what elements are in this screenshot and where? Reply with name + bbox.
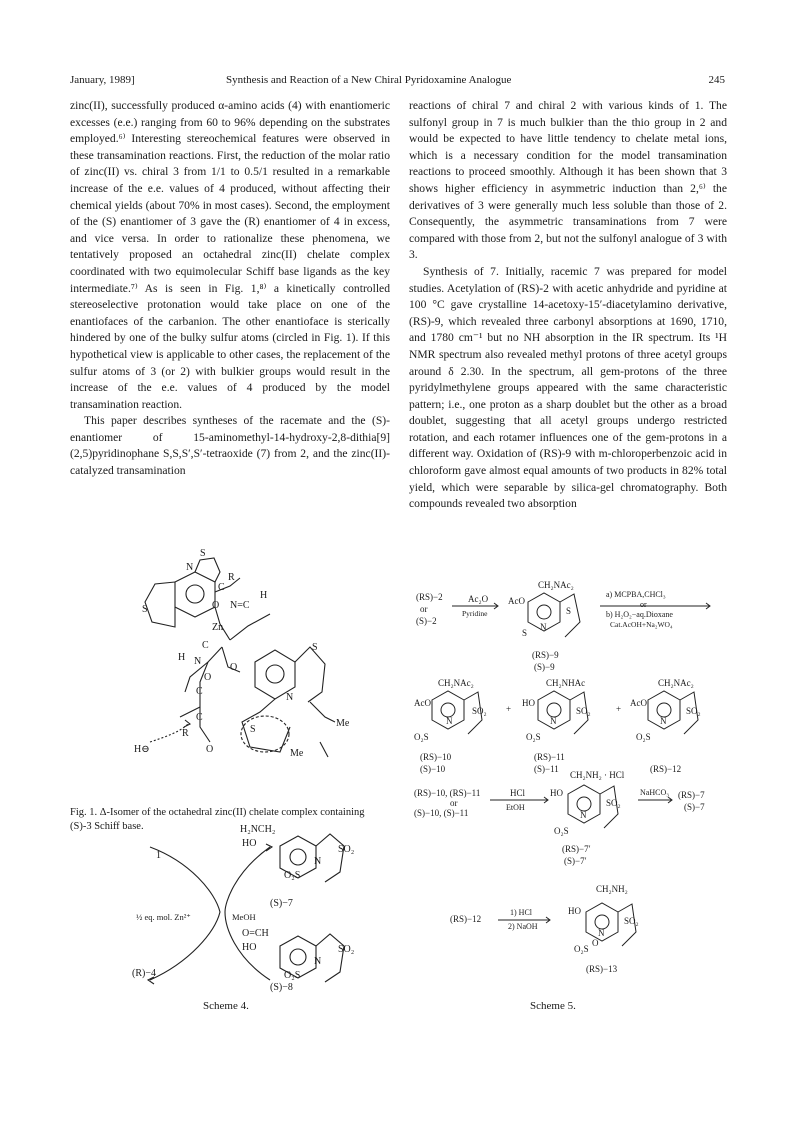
scheme5-label: EtOH xyxy=(506,803,525,812)
fig1-labels xyxy=(130,548,360,802)
header-page-number: 245 xyxy=(708,74,725,86)
scheme5-label: or xyxy=(640,600,647,609)
scheme5-label: (RS)−10, (RS)−11 xyxy=(414,788,481,798)
scheme5-label: AcO xyxy=(508,596,525,606)
fig1-atom-label: N xyxy=(286,692,294,703)
scheme5-label: N xyxy=(540,622,547,632)
fig1-atom-label: S xyxy=(250,724,256,735)
scheme4-label: O₂S xyxy=(284,870,301,881)
scheme5-label: CH₂NH₂ · HCl xyxy=(570,770,625,780)
fig1-atom-label: S xyxy=(142,604,148,615)
scheme5-label: CH₂NAc₂ xyxy=(438,678,474,688)
scheme4-label: SO₂ xyxy=(338,944,355,955)
scheme5-label: SO₂ xyxy=(472,706,487,716)
scheme5-label: Pyridine xyxy=(462,609,488,618)
scheme4-label: (S)−8 xyxy=(270,982,293,993)
scheme5-label: SO₂ xyxy=(576,706,591,716)
paragraph: This paper describes syntheses of the racemate and the (S)-enantiomer of 15-aminomethyl-14-hydroxy-2,8-dithia[9](2,5)pyridinophane S,S,S′,S′-tetraoxide (7) from 2, and the zinc(II)-catalyzed transamination xyxy=(70,414,390,478)
scheme5-label: (RS)−13 xyxy=(586,964,618,974)
paragraph: zinc(II), successfully produced α-amino acids (4) with enantiomeric excesses (e.e.) ranging from 60 to 96% depending on the substrates employed.⁶⁾ Interesting stereochemical features were observed in these transamination reactions. First, the reduction of the molar ratio of zinc(II) vs. chiral 3 from 1/1 to 0.5/1 resulted in a remarkable increase of the e.e. values of 4 produced, without affecting their chemical yields (about 70% in most cases). Second, the employment of the (S) enantiomer of 3 gave the (R) enantiomer of 4 in excess, and vice versa. In order to rationalize these phenomena, we tentatively proposed an octahedral zinc(II) chelate complex coordinated with two equimolecular Schiff base ligands as the key intermediate.⁷⁾ As is seen in Fig. 1,⁸⁾ a kinetically controlled stereoselective protonation would take place on one of the enantiofaces of the carbanion. The other enantioface is sterically hindered by one of the bulky sulfur atoms (circled in Fig. 1). If this hypothetical view is applicable to other cases, the replacement of the sulfur atoms of 3 (or 2) with bulkier groups would result in the increase of the e.e. values of 4 produced by the model transamination reaction. xyxy=(70,99,390,411)
scheme5-label: HO xyxy=(550,788,563,798)
scheme-5 xyxy=(410,582,725,992)
scheme5-label: (S)−7 xyxy=(684,802,705,812)
scheme5-label: N xyxy=(598,928,605,938)
scheme5-label: N xyxy=(550,716,557,726)
scheme5-label: (S)−11 xyxy=(534,764,559,774)
scheme4-label: MeOH xyxy=(232,912,256,922)
header-date: January, 1989] xyxy=(70,74,135,86)
scheme5-label: (RS)−10 xyxy=(420,752,452,762)
figure-1 xyxy=(130,548,360,802)
fig1-atom-label: C xyxy=(202,640,209,651)
fig1-atom-label: R xyxy=(228,572,235,583)
scheme5-label: (RS)−7 xyxy=(678,790,705,800)
scheme5-label: HO xyxy=(522,698,535,708)
fig1-atom-label: Me xyxy=(336,718,350,729)
scheme5-label: CH₂NHAc xyxy=(546,678,586,688)
scheme5-label: O xyxy=(592,938,599,948)
fig1-atom-label: H⊖ xyxy=(134,744,150,755)
scheme5-label: (RS)−12 xyxy=(450,914,482,924)
scheme5-label: Cat.AcOH+Na₂WO₄ xyxy=(610,620,673,629)
fig1-atom-label: C xyxy=(196,712,203,723)
scheme4-label: H₂NCH₂ xyxy=(240,824,276,835)
running-header xyxy=(70,74,725,90)
scheme5-label: AcO xyxy=(414,698,431,708)
scheme4-caption: Scheme 4. xyxy=(203,1000,249,1012)
scheme5-label: O₂S xyxy=(636,732,651,742)
fig1-atom-label: C xyxy=(218,582,225,593)
scheme5-label: CH₂NAc₂ xyxy=(538,580,574,590)
scheme4-label: (S)−7 xyxy=(270,898,293,909)
scheme5-labels xyxy=(410,582,725,992)
scheme5-label: O₂S xyxy=(526,732,541,742)
scheme4-label: HO xyxy=(242,838,257,849)
scheme5-label: O₂S xyxy=(554,826,569,836)
scheme5-label: (RS)−12 xyxy=(650,764,682,774)
fig1-atom-label: N xyxy=(194,656,202,667)
scheme5-label: or xyxy=(450,798,458,808)
fig1-atom-label: H xyxy=(260,590,268,601)
scheme5-label: NaHCO₃ xyxy=(640,788,670,797)
scheme5-label: (S)−10 xyxy=(420,764,446,774)
scheme5-label: (RS)−11 xyxy=(534,752,565,762)
scheme4-label: SO₂ xyxy=(338,844,355,855)
fig1-atom-label: H xyxy=(178,652,186,663)
fig1-atom-label: S xyxy=(312,642,318,653)
scheme4-label: O₂S xyxy=(284,970,301,981)
fig1-atom-label: O xyxy=(206,744,214,755)
scheme5-caption: Scheme 5. xyxy=(530,1000,576,1012)
fig1-atom-label: O xyxy=(212,600,220,611)
scheme5-label: (S)−2 xyxy=(416,616,437,626)
scheme4-label: N xyxy=(314,856,322,867)
right-column xyxy=(409,98,727,513)
scheme5-label: Ac₂O xyxy=(468,594,489,604)
scheme4-label: 1 xyxy=(156,850,161,861)
fig1-atom-label: Zn xyxy=(212,622,224,633)
scheme5-label: (RS)−7′ xyxy=(562,844,591,854)
scheme5-label: AcO xyxy=(630,698,647,708)
scheme5-label: S xyxy=(522,628,528,638)
scheme5-label: (RS)−2 xyxy=(416,592,443,602)
scheme5-label: N xyxy=(580,810,587,820)
scheme4-label: ½ eq. mol. Zn²⁺ xyxy=(136,912,191,922)
scheme5-label: SO₂ xyxy=(606,798,621,808)
scheme5-label: HO xyxy=(568,906,581,916)
scheme5-label: CH₂NAc₂ xyxy=(658,678,694,688)
fig1-atom-label: O xyxy=(204,672,212,683)
scheme5-label: (S)−10, (S)−11 xyxy=(414,808,469,818)
scheme5-label: N xyxy=(660,716,667,726)
scheme5-label: (S)−9 xyxy=(534,662,555,672)
scheme5-label: b) H₂O₂−aq.Dioxane xyxy=(606,610,673,619)
left-column xyxy=(70,98,390,480)
scheme5-label: 1) HCl xyxy=(510,908,532,917)
scheme5-label: CH₂NH₂ xyxy=(596,884,628,894)
scheme5-label: HCl xyxy=(510,788,526,798)
fig1-atom-label: S xyxy=(200,548,206,559)
fig1-atom-label: C xyxy=(196,686,203,697)
scheme5-label: + xyxy=(506,704,512,714)
fig1-atom-label: R xyxy=(182,728,189,739)
scheme5-label: O₂S xyxy=(574,944,589,954)
scheme5-label: a) MCPBA,CHCl₃ xyxy=(606,590,666,599)
scheme-4 xyxy=(120,824,370,993)
paragraph: Synthesis of 7. Initially, racemic 7 was prepared for model studies. Acetylation of (RS)-2 with acetic anhydride and pyridine at 100 °C gave crystalline 14-acetoxy-15′-diacetylamino derivative, (RS)-9, which revealed three carbonyl absorptions at 1690, 1710, and 1780 cm⁻¹ but no NH absorption in the IR spectrum. Its ¹H NMR spectrum also revealed methyl protons of three acetyl groups around δ 2.30. In the spectrum, all gem-protons of the three pyridylmethylene groups appeared with the same characteristic pattern; i.e., one proton as a sharp doublet but the other as a broad doublet, suggesting that all acetyl groups undergo restricted rotation, and each rotamer influences one of the gem-protons in a different way. Oxidation of (RS)-9 with m-chloroperbenzoic acid in chloroform gave almost equal amounts of two products in 82% total yield, which were separable by silica-gel chromatography. Both compounds revealed two absorption xyxy=(409,264,727,511)
scheme4-label: HO xyxy=(242,942,257,953)
scheme5-label: or xyxy=(420,604,428,614)
fig1-caption: Fig. 1. Δ-Isomer of the octahedral zinc(II) chelate complex containing (S)-3 Schiff base. xyxy=(70,807,365,832)
scheme4-label: O=CH xyxy=(242,928,269,939)
scheme5-label: 2) NaOH xyxy=(508,922,538,931)
scheme5-label: (S)−7′ xyxy=(564,856,587,866)
fig1-atom-label: O xyxy=(230,662,238,673)
scheme5-label: N xyxy=(446,716,453,726)
fig1-atom-label: N=C xyxy=(230,600,250,611)
header-title: Synthesis and Reaction of a New Chiral Pyridoxamine Analogue xyxy=(226,74,512,86)
fig1-atom-label: N xyxy=(186,562,194,573)
scheme4-label: N xyxy=(314,956,322,967)
paragraph: reactions of chiral 7 and chiral 2 with various kinds of 1. The sulfonyl group in 7 is much bulkier than the thio group in 2 and would be expected to have little tendency to chelate metal ions, which is a necessary condition for the model transamination reactions to proceed smoothly. Although it has been shown that 3 shows higher efficiency in asymmetric induction than 2,⁶⁾ the derivatives of 3 were generally much less soluble than those of 2. Consequently, the asymmetric transaminations from 7 were compared with those from 2, but not the sulfonyl analogue of 3 with 3. xyxy=(409,99,727,262)
scheme5-label: S xyxy=(566,606,572,616)
scheme5-label: O₂S xyxy=(414,732,429,742)
scheme4-labels xyxy=(120,824,370,993)
fig1-atom-label: Me xyxy=(290,748,304,759)
scheme5-label: SO₂ xyxy=(686,706,701,716)
scheme5-label: (RS)−9 xyxy=(532,650,559,660)
scheme5-label: SO₂ xyxy=(624,916,639,926)
scheme5-label: + xyxy=(616,704,622,714)
scheme4-label: (R)−4 xyxy=(132,968,156,979)
